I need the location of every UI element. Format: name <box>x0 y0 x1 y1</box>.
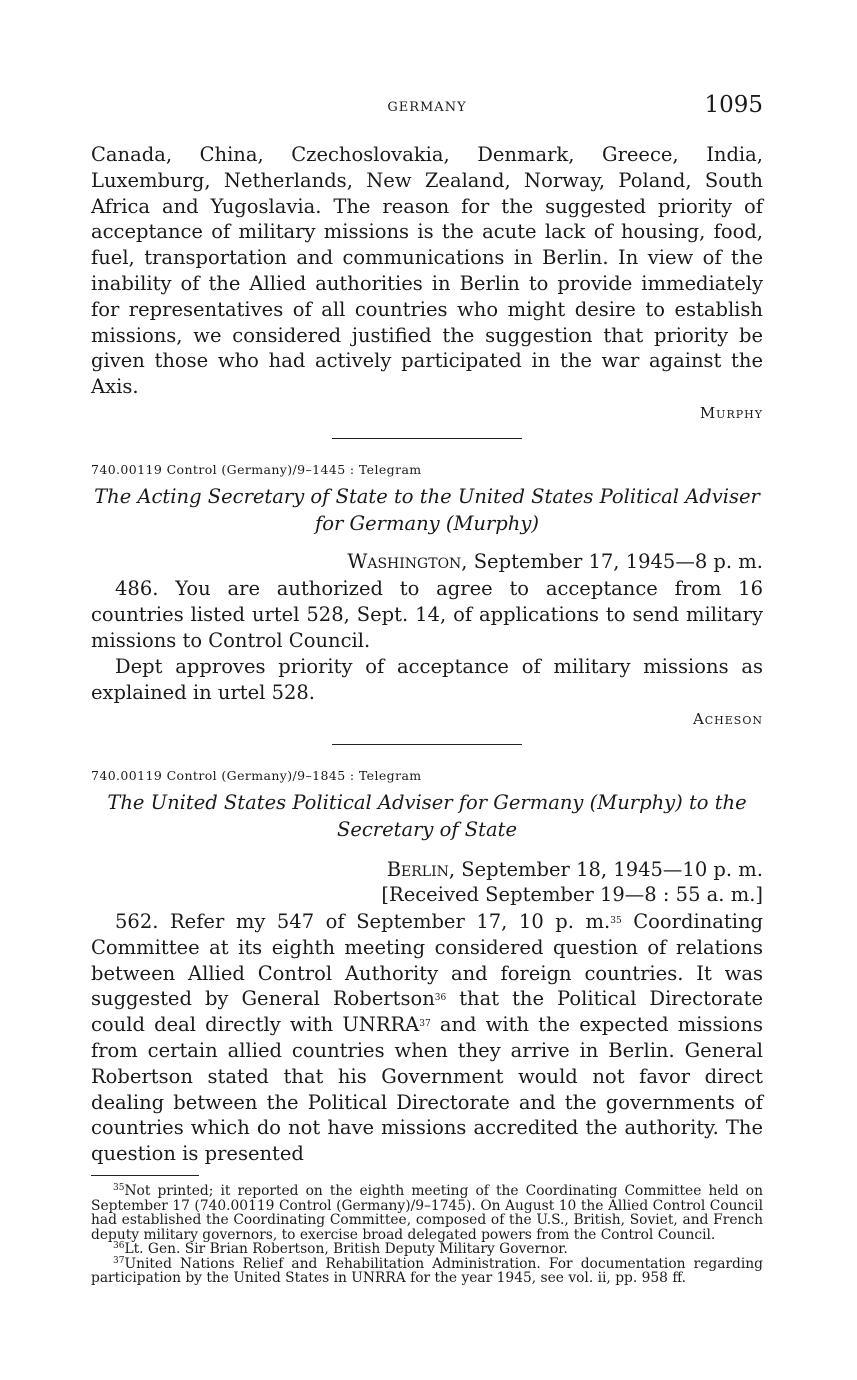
footnote-35 <box>91 1184 763 1242</box>
footnote-ref-35: 35 <box>610 915 622 926</box>
doc2-title: The Acting Secretary of State to the United States Political Adviser for Germany (Murphy) <box>94 484 760 535</box>
footnote-36 <box>91 1242 763 1257</box>
doc2-dateline-date: , September 17, 1945—8 p. m. <box>461 549 763 573</box>
section-divider <box>332 744 522 745</box>
footnote-37 <box>91 1257 763 1286</box>
doc2-paragraph-1: 486. You are authorized to agree to acceptance from 16 countries listed urtel 528, Sept. 14, of applications to send military missions to Control Council. <box>91 576 763 652</box>
footnote-number: 36 <box>113 1241 125 1252</box>
footnote-number: 37 <box>113 1255 125 1266</box>
doc2-signature: Acheson <box>692 709 763 728</box>
footnote-number: 35 <box>113 1182 125 1193</box>
doc3-text-b: Coordinating Committee at its eighth meeting considered question of relations between Allied Control Authority and foreign countries. It was suggested by General Robertson <box>91 909 763 1011</box>
doc2-paragraph-2: Dept approves priority of acceptance of military missions as explained in urtel 528. <box>91 655 763 705</box>
doc3-dateline-date: , September 18, 1945—10 p. m. <box>448 857 763 881</box>
doc2-dateline-place: Washington <box>347 549 462 573</box>
running-header <box>91 92 763 126</box>
doc1-signature: Murphy <box>699 403 763 422</box>
doc3-text-c: that the Political Directorate could deal directly with UNRRA <box>91 987 763 1037</box>
doc3-dateline <box>91 857 763 882</box>
page-number: 1095 <box>704 92 763 118</box>
footnotes <box>91 1184 763 1286</box>
running-title: GERMANY <box>387 100 467 115</box>
footnote-text: United Nations Relief and Rehabilitation Administration. For documentation regarding participation by the United States in UNRRA for the year 1945, see vol. ii, pp. 958 ff. <box>91 1255 763 1287</box>
document-page <box>91 92 763 1286</box>
footnote-text: Not printed; it reported on the eighth meeting of the Coordinating Committee held on September 17 (740.00119 Control (Germany)/9–1745). On August 10 the Allied Control Council had established the Coordinating Committee, composed of the U.S., British, Soviet, and French deputy military governors, to exercise broad delegated powers from the Control Council. <box>91 1182 763 1243</box>
doc2-file-reference: 740.00119 Control (Germany)/9–1445 : Telegram <box>91 461 422 477</box>
doc3-dateline-place: Berlin <box>386 857 449 881</box>
doc2-dateline <box>91 549 763 574</box>
doc3-paragraph <box>91 909 763 1167</box>
doc3-text-d: and with the expected missions from certain allied countries when they arrive in Berlin. General Robertson stated that his Government would not favor direct dealing between the Political Directorate and the governments of countries which do not have missions accredited the authority. The question is presented <box>91 1013 763 1166</box>
doc3-title: The United States Political Adviser for Germany (Murphy) to the Secretary of State <box>107 790 747 841</box>
doc3-received-line: [Received September 19—8 : 55 a. m.] <box>381 882 763 906</box>
footnote-divider <box>91 1175 199 1176</box>
doc3-text-a: 562. Refer my 547 of September 17, 10 p. m. <box>115 909 611 933</box>
footnote-ref-37: 37 <box>419 1019 431 1030</box>
doc3-file-reference: 740.00119 Control (Germany)/9–1845 : Telegram <box>91 767 422 783</box>
section-divider <box>332 438 522 439</box>
doc1-body: Canada, China, Czechoslovakia, Denmark, Greece, India, Luxemburg, Netherlands, New Zealand, Norway, Poland, South Africa and Yugoslavia. The reason for the suggested priority of acceptance of military missions is the acute lack of housing, food, fuel, transportation and communications in Berlin. In view of the inability of the Allied authorities in Berlin to provide immediately for representatives of all countries who might desire to establish missions, we considered justified the suggestion that priority be given those who had actively participated in the war against the Axis. <box>91 143 763 399</box>
footnote-text: Lt. Gen. Sir Brian Robertson, British Deputy Military Governor. <box>124 1241 568 1258</box>
footnote-ref-36: 36 <box>434 993 447 1004</box>
